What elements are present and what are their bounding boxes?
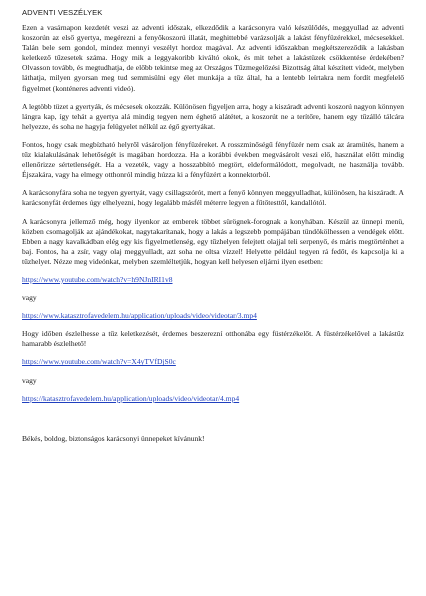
- kitchen-paragraph: A karácsonyra jellemző még, hogy ilyenkor az emberek többet sürögnek-forognak a konyhában. Készül az ünnepi menü, közben csomagolják az ajándékokat, nagytakarítanak, hogy a lakás a legszebb pompájában tündökölhessen a vendégek előtt. Ebben a nagy kavalkádban elég egy kis figyelmetlenség, egy tűzhelyen felejtett olajjal teli serpenyő, és máris megtörténhet a baj. Fontos, ha a zsír, vagy olaj meggyulladt, azt soha ne oltsa vízzel! Helyette például tegyen rá fedőt, és kapcsolja ki a tűzhelyet. Nézze meg videónkat, melyben szemléltetjük, hogyan kell helyesen eljárni ilyen esetben:: [22, 216, 404, 266]
- youtube-link-2[interactable]: https://www.youtube.com/watch?v=X4yTVfDjS0c: [22, 357, 176, 367]
- document-page: [22, 8, 404, 444]
- video-link-4[interactable]: https://katasztrofavedelem.hu/application/uploads/video/videotar/4.mp4: [22, 393, 240, 403]
- document-title: ADVENTI VESZÉLYEK: [22, 8, 103, 17]
- candles-paragraph: A legtöbb tüzet a gyertyák, és mécsesek okozzák. Különösen figyeljen arra, hogy a kiszáradt adventi koszorú nagyon könnyen lángra kap, így tehát a gyertya alá mindig tegyen nem éghető alátétet, a koszorút ne a terítőre, hanem egy tűzálló tálcára helyezze, és soha ne hagyja felügyelet nélkül az égő gyertyákat.: [22, 101, 404, 131]
- smoke-detector-paragraph: Hogy időben észlelhesse a tűz keletkezését, érdemes beszerezní otthonába egy füstérzékelőt. A füstérzékelővel a lakástűz hamarabb észlelhető!: [22, 329, 404, 349]
- closing-wish: Békés, boldog, biztonságos karácsonyi ünnepeket kívánunk!: [22, 433, 205, 443]
- separator-or-2: vagy: [22, 375, 37, 385]
- video-link-3[interactable]: https://www.katasztrofavedelem.hu/application/uploads/video/videotar/3.mp4: [22, 311, 257, 321]
- intro-paragraph: Ezen a vasárnapon kezdetét veszi az adventi időszak, elkezdődik a karácsonyra való készülődés, meggyullad az adventi koszorún az első gyertya, megérezni a fenyőkoszorú illatát, meghittebbé varázsolják a lakást fényfüzérekkel, mécsesekkel. Talán bele sem gondol, mindez mennyi veszélyt hordoz magával. Az adventi időszakban megkétszereződik a lakásban keletkező tűzesetek száma. Hogy mik a leggyakoribb kiváltó okok, és mit tehet a lakástüzek csökkentése érdekében? Olvasson tovább, és megtudhatja, de előbb tekintse meg az Országos Tűzmegelőzési Bizottság által készített videót, melyben láthatja, milyen gyorsan meg tud semmisülni egy élet munkája a tűz által, ha a lentebb leírtakra nem fordít megfelelő figyelmet (konténeres adventi videó).: [22, 23, 404, 93]
- youtube-link-1[interactable]: https://www.youtube.com/watch?v=h9NJnIRI1v8: [22, 274, 173, 284]
- separator-or-1: vagy: [22, 293, 37, 303]
- fairy-lights-paragraph: Fontos, hogy csak megbízható helyről vásároljon fényfüzéreket. A rosszminőségű fényfüzér nem csak az áramütés, hanem a tűz kialakulásának lehetőségét is magában hordozza. Ha a korábbi években megvásárolt veszi elő, használat előtt mindig ellenőrizze sértetlenségét. Ha a vezeték, vagy a hosszabbító megtört, eldeformálódott, megolvadt, ne használja tovább. Éjszakára, vagy ha elmegy otthonról mindig húzza ki a fényfüzért a konnektorból.: [22, 139, 404, 180]
- christmas-tree-paragraph: A karácsonyfára soha ne tegyen gyertyát, vagy csillagszórót, mert a fenyő könnyen meggyulladhat, különösen, ha kiszáradt. A karácsonyfát érdemes úgy elhelyezni, hogy legalább másfél méterre legyen a fűtőtesttől, kandallótól.: [22, 188, 404, 208]
